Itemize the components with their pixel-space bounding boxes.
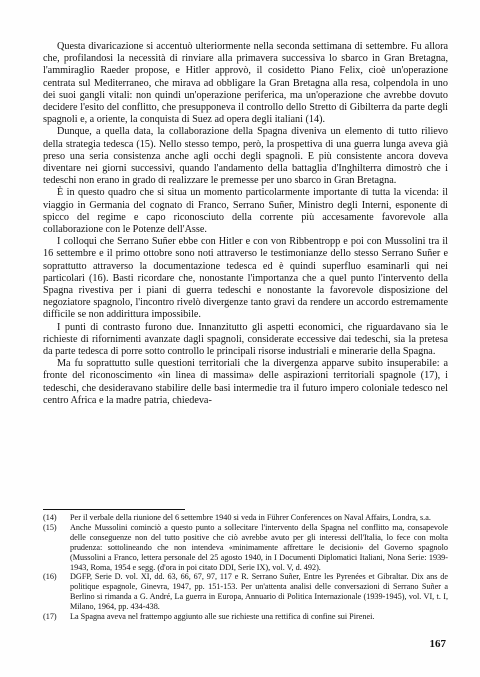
footnote-15 (43, 523, 448, 573)
footnote-17 (43, 612, 448, 622)
footnote-text: La Spagna aveva nel frattempo aggiunto alle sue richieste una rettifica di confine sui Pirenei. (70, 612, 375, 622)
paragraph-3: È in questo quadro che si situa un momento particolarmente importante di tutta la vicenda: il viaggio in Germania del cognato di Franco, Serrano Suñer, Ministro degli Interni, esponente di spicco del regime e capo riconosciuto della corrente più accesamente favorevole alla collaborazione con le Potenze dell'Asse. (43, 187, 448, 236)
footnotes (43, 513, 448, 622)
footnote-number: (16) (43, 572, 57, 582)
footnote-16 (43, 572, 448, 612)
paragraph-6: Ma fu soprattutto sulle questioni territoriali che la divergenza apparve subito insuperabile: a fronte del riconoscimento «in linea di massima» delle aspirazioni territoriali spagnole (17), i tedeschi, che desideravano stabilire delle basi intermedie tra il futuro impero coloniale tedesco nel centro Africa e la madre patria, chiedeva- (43, 358, 448, 406)
paragraph-5: I punti di contrasto furono due. Innanzitutto gli aspetti economici, che riguardavano sia le richieste di rifornimenti avanzate dagli spagnoli, considerate eccessive dai tedeschi, sia la pretesa da parte tedesca di porre sotto controllo le principali risorse industriali e minerarie della Spagna. (43, 321, 448, 358)
footnote-text: Per il verbale della riunione del 6 settembre 1940 si veda in Führer Conferences on Naval Affairs, Londra, s.a. (70, 513, 431, 522)
footnote-number: (15) (43, 522, 57, 532)
footnote-text: Anche Mussolini cominciò a questo punto a sollecitare l'intervento della Spagna nel conflitto ma, consapevole delle conseguenze non del tutto positive che ciò avrebbe avuto per gli interessi dell'Italia, lo fece con molta prudenza: sottolineando che non intendeva «minimamente affrettare le decisioni» del Governo spagnolo (Mussolini a Franco, lettera personale del 25 agosto 1940, in I Documenti Diplomatici Italiani, Nona Serie: 1939- 1943, Roma, 1954 e segg. (d'ora in poi citato DDI, Serie IX), vol. V, d. 492). (70, 522, 448, 572)
paragraph-2: Dunque, a quella data, la collaborazione della Spagna diveniva un elemento di tutto rilievo della strategia tedesca (15). Nello stesso tempo, però, la prospettiva di una guerra lunga aveva già preso una seria consistenza anche agli occhi degli spagnoli. E più consistente ancora doveva diventare nei giorni successivi, quando l'andamento della battaglia d'Inghilterra dimostrò che i tedeschi non erano in grado di realizzare le premesse per uno sbarco in Gran Bretagna. (43, 126, 448, 187)
paragraph-4: I colloqui che Serrano Suñer ebbe con Hitler e con von Ribbentropp e poi con Mussolini tra il 16 settembre e il primo ottobre sono noti attraverso le testimonianze dello stesso Serrano Suñer e soprattutto attraverso la documentazione tedesca ed è quindi superfluo esaminarli qui nei particolari (16). Basti ricordare che, nonostante l'importanza che a quel punto l'intervento della Spagna rivestiva per i piani di guerra tedeschi e nonostante la favorevole disposizione del negoziatore spagnolo, l'incontro rivelò divergenze tanto gravi da rendere un accordo estremamente difficile se non addirittura impossibile. (43, 236, 448, 321)
footnote-number: (17) (43, 612, 57, 622)
body-text (43, 41, 448, 407)
paragraph-1: Questa divaricazione si accentuò ulteriormente nella seconda settimana di settembre. Fu allora che, profilandosi la necessità di rinviare alla primavera successiva lo sbarco in Gran Bretagna, l'ammiraglio Raeder propose, e Hitler approvò, il cosidetto Piano Felix, cioè un'operazione centrata sul Mediterraneo, che mirava ad obbligare la Gran Bretagna alla resa, colpendola in uno dei suoi gangli vitali: non quindi un'operazione periferica, ma un'operazione che avrebbe dovuto decidere l'esito del conflitto, che presupponeva il controllo dello Stretto di Gibilterra da parte degli spagnoli e, a oriente, la conquista di Suez ad opera degli italiani (14). (43, 41, 448, 126)
footnote-separator (43, 509, 185, 510)
footnote-number: (14) (43, 513, 57, 522)
footnote-text: DGFP, Serie D. vol. XI, dd. 63, 66, 67, 97, 117 e R. Serrano Suñer, Entre les Pyrenées et Gibraltar. Dix ans de politique espagnole, Ginevra, 1947, pp. 151-153. Per un'attenta analisi delle conversazioni di Serrano Suñer a Berlino si rimanda a G. André, La guerra in Europa, Annuario di Politica Internazionale (1939-1945), vol. VI, t. I, Milano, 1964, pp. 434-438. (70, 572, 448, 612)
page-number: 167 (429, 638, 446, 650)
footnote-14 (43, 513, 448, 523)
